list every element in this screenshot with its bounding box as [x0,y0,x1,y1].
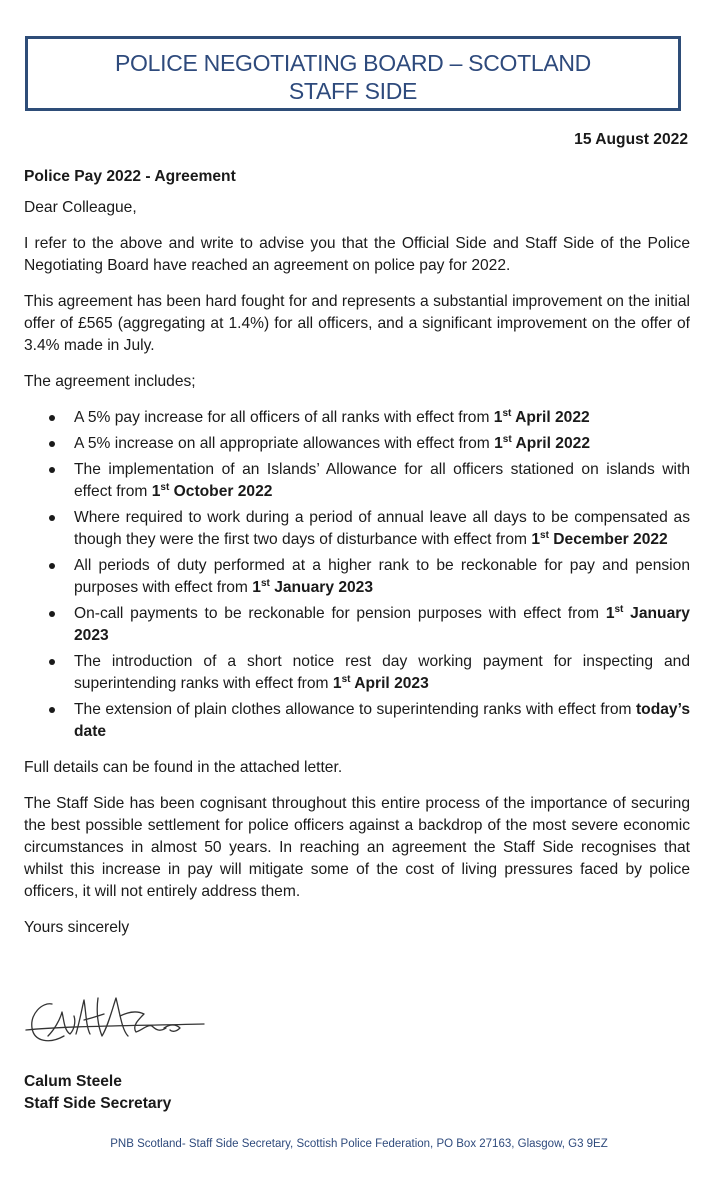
closing: Yours sincerely [24,919,130,936]
paragraph-includes: The agreement includes; [24,373,196,390]
salutation: Dear Colleague, [24,199,137,216]
footer-address: PNB Scotland- Staff Side Secretary, Scottish Police Federation, PO Box 27163, Glasgow, G3 9EZ [110,1138,608,1150]
list-item: On-call payments to be reckonable for pension purposes with effect from 1st January 2023 [24,603,690,647]
signature-image [24,990,214,1055]
letterhead-subtitle: STAFF SIDE [288,78,418,104]
letterhead-title: POLICE NEGOTIATING BOARD – SCOTLAND [115,50,591,76]
paragraph-context: The Staff Side has been cognisant throughout this entire process of the importance of securing the best possible settlement for police officers against a backdrop of the most severe economic circumstances in almost 50 years. In reaching an agreement the Staff Side recognises that whilst this increase in pay will mitigate some of the cost of living pressures faced by police officers, it will not entirely address them. [24,795,690,900]
subject-line: Police Pay 2022 - Agreement [24,168,236,185]
list-item: All periods of duty performed at a higher rank to be reckonable for pay and pension purposes with effect from 1st January 2023 [24,555,690,599]
paragraph-details: Full details can be found in the attached letter. [24,759,343,776]
letter-date: 15 August 2022 [574,131,688,148]
signatory-name: Calum Steele [24,1073,122,1090]
letterhead-box [25,36,681,111]
list-item: The extension of plain clothes allowance to superintending ranks with effect from today’s date [24,699,690,743]
list-item: Where required to work during a period of annual leave all days to be compensated as though they were the first two days of disturbance with effect from 1st December 2022 [24,507,690,551]
signatory-title: Staff Side Secretary [24,1095,172,1112]
list-item: The implementation of an Islands’ Allowance for all officers stationed on islands with effect from 1st October 2022 [24,459,690,503]
list-item: The introduction of a short notice rest day working payment for inspecting and superintending ranks with effect from 1st April 2023 [24,651,690,695]
paragraph-intro: I refer to the above and write to advise you that the Official Side and Staff Side of the Police Negotiating Board have reached an agreement on police pay for 2022. [24,235,690,274]
list-item: A 5% increase on all appropriate allowances with effect from 1st April 2022 [24,433,690,455]
agreement-list [24,407,690,743]
list-item: A 5% pay increase for all officers of all ranks with effect from 1st April 2022 [24,407,690,429]
letter-body [24,166,690,953]
paragraph-improvement: This agreement has been hard fought for and represents a substantial improvement on the initial offer of £565 (aggregating at 1.4%) for all officers, and a significant improvement on the offer of 3.4% made in July. [24,293,690,354]
